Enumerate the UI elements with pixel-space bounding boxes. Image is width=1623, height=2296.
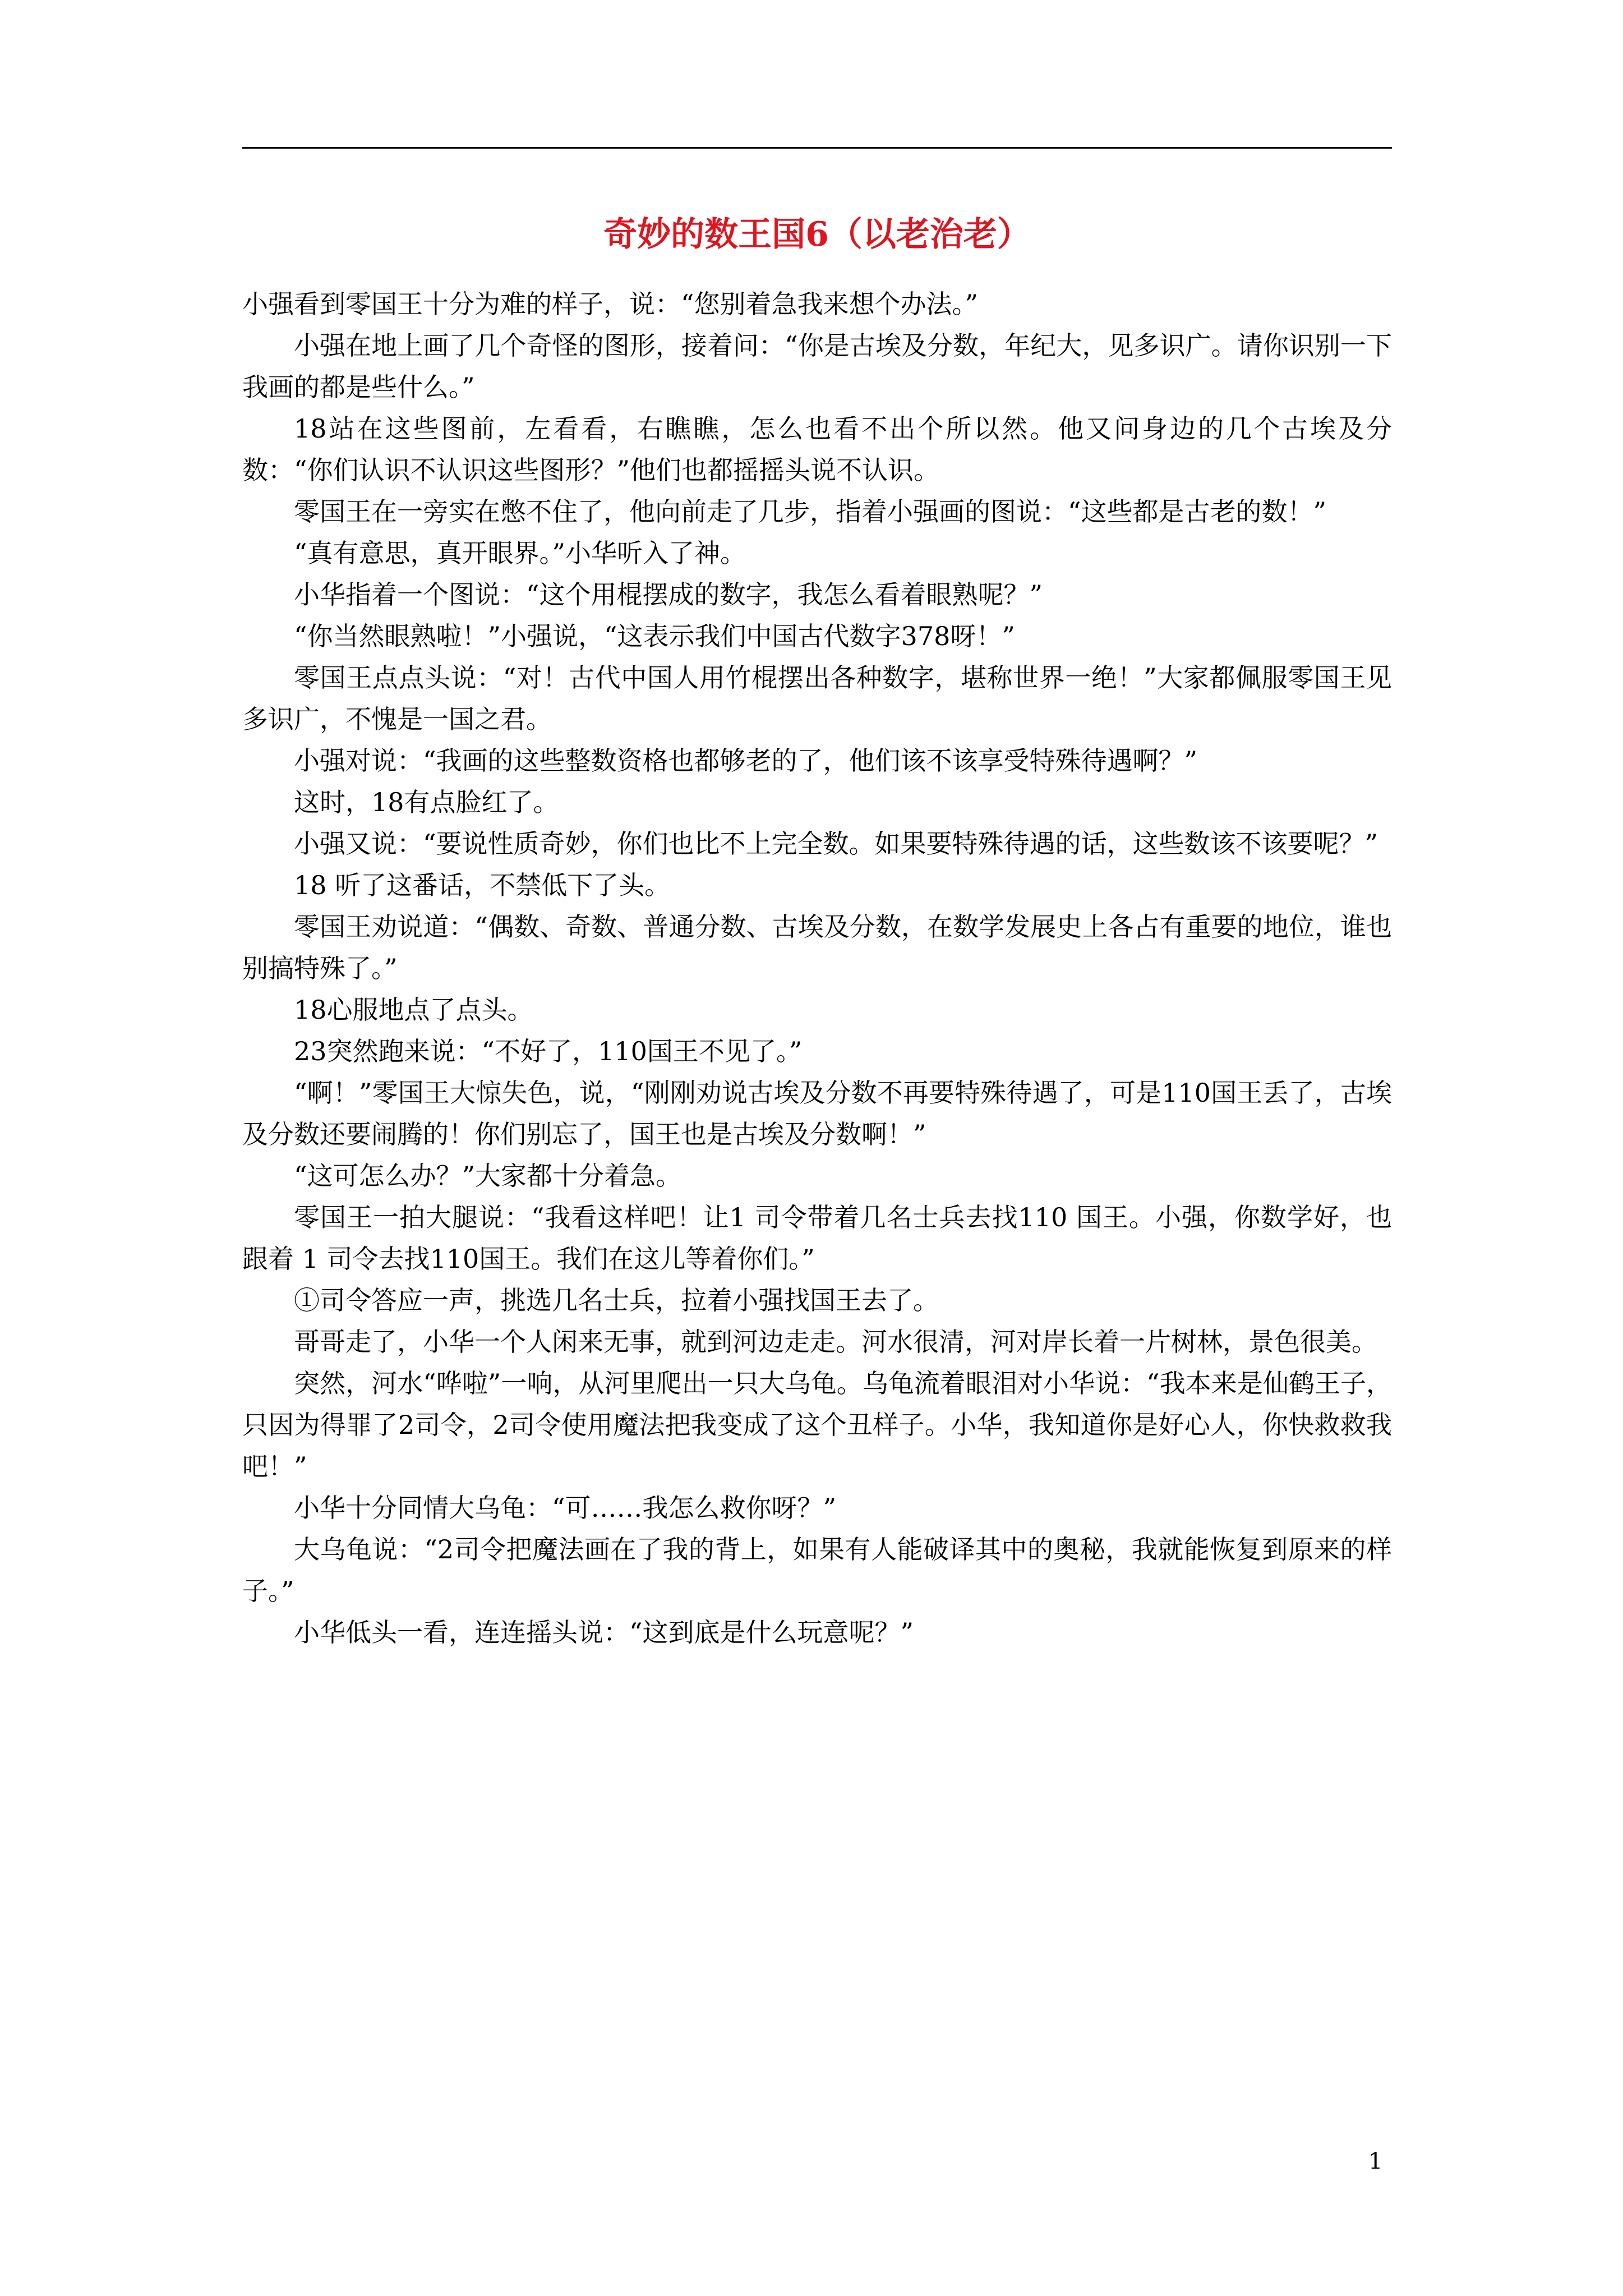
paragraph: 18心服地点了点头。	[294, 995, 533, 1025]
paragraph: 小强在地上画了几个奇怪的图形，接着问：“你是古埃及分数，年纪大，见多识广。请你识别一下我画的都是些什么。”	[242, 330, 1392, 402]
document-title: 奇妙的数王国6（以老治老）	[603, 215, 1031, 254]
paragraph: 小强对说：“我画的这些整数资格也都够老的了，他们该不该享受特殊待遇啊？”	[294, 746, 1198, 776]
paragraph: 哥哥走了，小华一个人闲来无事，就到河边走走。河水很清，河对岸长着一片树林，景色很美。	[294, 1327, 1377, 1357]
paragraph: 零国王点点头说：“对！古代中国人用竹棍摆出各种数字，堪称世界一绝！”大家都佩服零国王见多识广，不愧是一国之君。	[242, 662, 1392, 734]
paragraph: 突然，河水“哗啦”一响，从河里爬出一只大乌龟。乌龟流着眼泪对小华说：“我本来是仙鹤王子，只因为得罪了2司令，2司令使用魔法把我变成了这个丑样子。小华，我知道你是好心人，你快救救我吧！”	[242, 1368, 1392, 1481]
paragraph: 零国王劝说道：“偶数、奇数、普通分数、古埃及分数，在数学发展史上各占有重要的地位，谁也别搞特殊了。”	[242, 912, 1392, 983]
paragraph: “啊！”零国王大惊失色，说，“刚刚劝说古埃及分数不再要特殊待遇了，可是110国王丢了，古埃及分数还要闹腾的！你们别忘了，国王也是古埃及分数啊！”	[242, 1078, 1392, 1149]
header-rule	[242, 147, 1392, 149]
document-body	[242, 283, 1392, 1653]
paragraph: 零国王在一旁实在憋不住了，他向前走了几步，指着小强画的图说：“这些都是古老的数！”	[294, 496, 1327, 527]
paragraph: 23突然跑来说：“不好了，110国王不见了。”	[294, 1036, 803, 1066]
paragraph: 小华十分同情大乌龟：“可……我怎么救你呀？”	[294, 1493, 837, 1523]
paragraph: 这时，18有点脸红了。	[294, 787, 559, 817]
paragraph: “你当然眼熟啦！”小强说，“这表示我们中国古代数字378呀！”	[294, 621, 1015, 651]
paragraph: 小华低头一看，连连摇头说：“这到底是什么玩意呢？”	[294, 1617, 914, 1648]
page-number: 1	[1368, 2148, 1383, 2174]
paragraph: 18站在这些图前，左看看，右瞧瞧，怎么也看不出个所以然。他又问身边的几个古埃及分数：“你们认识不认识这些图形？”他们也都摇摇头说不认识。	[242, 413, 1392, 485]
paragraph: “这可怎么办？”大家都十分着急。	[294, 1161, 682, 1191]
paragraph: 小强又说：“要说性质奇妙，你们也比不上完全数。如果要特殊待遇的话，这些数该不该要呢？”	[294, 829, 1378, 859]
paragraph: 大乌龟说：“2司令把魔法画在了我的背上，如果有人能破译其中的奥秘，我就能恢复到原来的样子。”	[242, 1534, 1392, 1606]
paragraph: 小强看到零国王十分为难的样子，说：“您别着急我来想个办法。”	[242, 289, 979, 319]
paragraph: 零国王一拍大腿说：“我看这样吧！让1 司令带着几名士兵去找110 国王。小强，你数学好，也跟着 1 司令去找110国王。我们在这儿等着你们。”	[242, 1202, 1392, 1274]
paragraph: “真有意思，真开眼界。”小华听入了神。	[294, 538, 746, 568]
paragraph: 18 听了这番话，不禁低下了头。	[294, 870, 671, 900]
paragraph: ①司令答应一声，挑选几名士兵，拉着小强找国王去了。	[294, 1285, 939, 1315]
paragraph: 小华指着一个图说：“这个用棍摆成的数字，我怎么看着眼熟呢？”	[294, 579, 1043, 610]
